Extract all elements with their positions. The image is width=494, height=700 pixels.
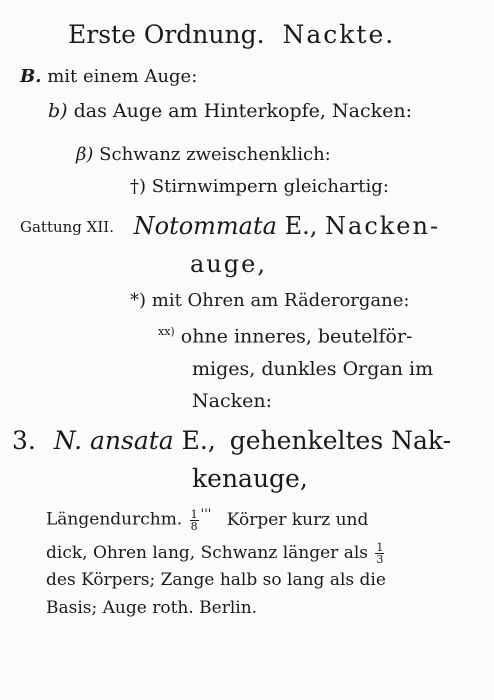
description-l3: des Körpers; Zange halb so lang als die — [46, 570, 386, 590]
fraction-length-num: 1 — [190, 507, 198, 521]
genus-common-b: auge, — [190, 250, 267, 278]
subsection-star-text: mit Ohren am Räderorgane: — [151, 290, 410, 311]
fraction-tail-num: 1 — [376, 541, 384, 554]
description-line-1 — [46, 508, 368, 532]
genus-name: Notommata — [133, 212, 277, 240]
species-common-b: kenauge, — [192, 464, 308, 493]
description-line-3 — [46, 572, 386, 589]
genus-author: E., — [284, 212, 318, 240]
description-l2a: dick, Ohren lang, Schwanz länger als — [46, 543, 368, 563]
species-author: E., — [181, 426, 216, 455]
line-unit: ''' — [200, 507, 212, 522]
subsection-b-letter: b) — [48, 100, 68, 122]
subsection-beta — [76, 146, 331, 164]
subsection-dagger — [130, 178, 389, 196]
subsection-b — [48, 102, 412, 121]
page-heading — [68, 22, 395, 47]
description-l1b: Körper kurz und — [226, 509, 369, 530]
subsection-b-text: das Auge am Hinterkopfe, Nacken: — [73, 100, 412, 122]
genus-heading-cont — [190, 252, 267, 276]
species-common-a: gehenkeltes Nak- — [229, 426, 452, 455]
order-name: Nackte. — [282, 20, 396, 49]
subsection-dagger-mark: †) — [130, 176, 147, 197]
genus-heading — [20, 214, 440, 238]
subsection-star — [130, 292, 409, 310]
description-l4: Basis; Auge roth. Berlin. — [46, 598, 258, 618]
subsection-beta-text: Schwanz zweischenklich: — [99, 144, 331, 165]
subsection-xx — [158, 326, 412, 346]
fraction-length-den: 8 — [190, 519, 198, 533]
subsection-xx-line2: miges, dunkles Organ im — [192, 358, 434, 380]
species-name: N. ansata — [53, 426, 174, 455]
description-l1a: Längendurchm. — [46, 509, 183, 530]
subsection-star-mark: *) — [130, 290, 147, 311]
genus-label: Gattung XII. — [20, 218, 114, 236]
description-line-4 — [46, 600, 257, 617]
fraction-tail — [375, 542, 384, 565]
subsection-xx-line2-row — [192, 360, 433, 379]
subsection-beta-letter: β) — [76, 144, 94, 165]
species-heading — [12, 428, 451, 453]
subsection-xx-line1: ohne inneres, beutelför- — [180, 325, 413, 348]
section-b-text: mit einem Auge: — [47, 66, 198, 87]
species-heading-cont — [192, 466, 308, 491]
section-b — [20, 68, 197, 86]
fraction-tail-den: 3 — [376, 553, 384, 566]
subsection-xx-line3-row — [192, 392, 272, 411]
subsection-dagger-text: Stirnwimpern gleichartig: — [151, 176, 389, 197]
subsection-xx-mark: xx) — [158, 325, 175, 338]
species-number: 3. — [12, 426, 36, 455]
order-title: Erste Ordnung. — [68, 20, 265, 49]
subsection-xx-line3: Nacken: — [192, 390, 272, 412]
fraction-length — [190, 509, 199, 532]
section-b-letter: B. — [20, 66, 42, 87]
genus-common-a: Nacken- — [325, 212, 441, 240]
description-line-2 — [46, 542, 386, 565]
